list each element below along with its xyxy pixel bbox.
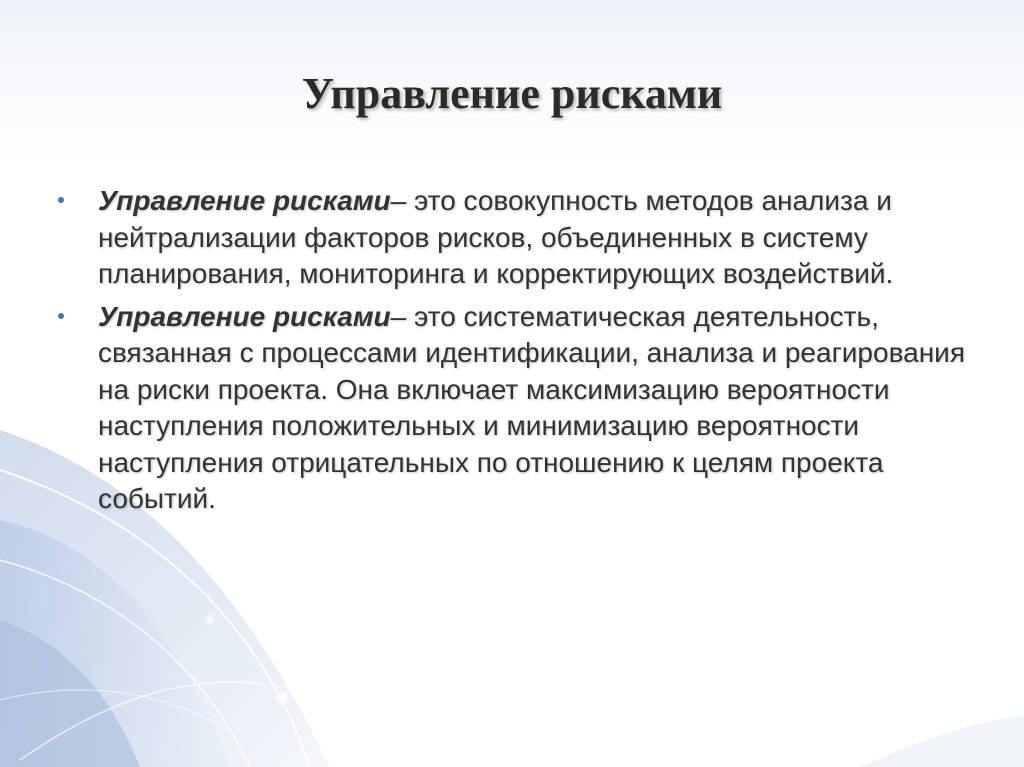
bullet-dot-icon — [58, 313, 64, 319]
bullet-item-2 — [58, 299, 978, 518]
bullet-text: – это совокупность методов анализа и нейтрализации факторов рисков, объединенных в систему планирования, мониторинга и корректирующих воздействий. — [98, 185, 894, 289]
bullet-term: Управление рисками — [98, 185, 391, 216]
bullet-list — [58, 183, 978, 524]
slide-title: Управление рисками — [301, 69, 723, 118]
bullet-item-1 — [58, 183, 978, 293]
bullet-dot-icon — [58, 197, 64, 203]
bullet-term: Управление рисками — [98, 300, 391, 332]
bullet-text: – это систематическая деятельность, связанная с процессами идентификации, анализа и реагирования на риски проекта. Она включает максимизацию вероятности наступления положительных и минимизацию вероятности наступления отрицательных по отношению к целям проекта событий. — [98, 300, 965, 514]
